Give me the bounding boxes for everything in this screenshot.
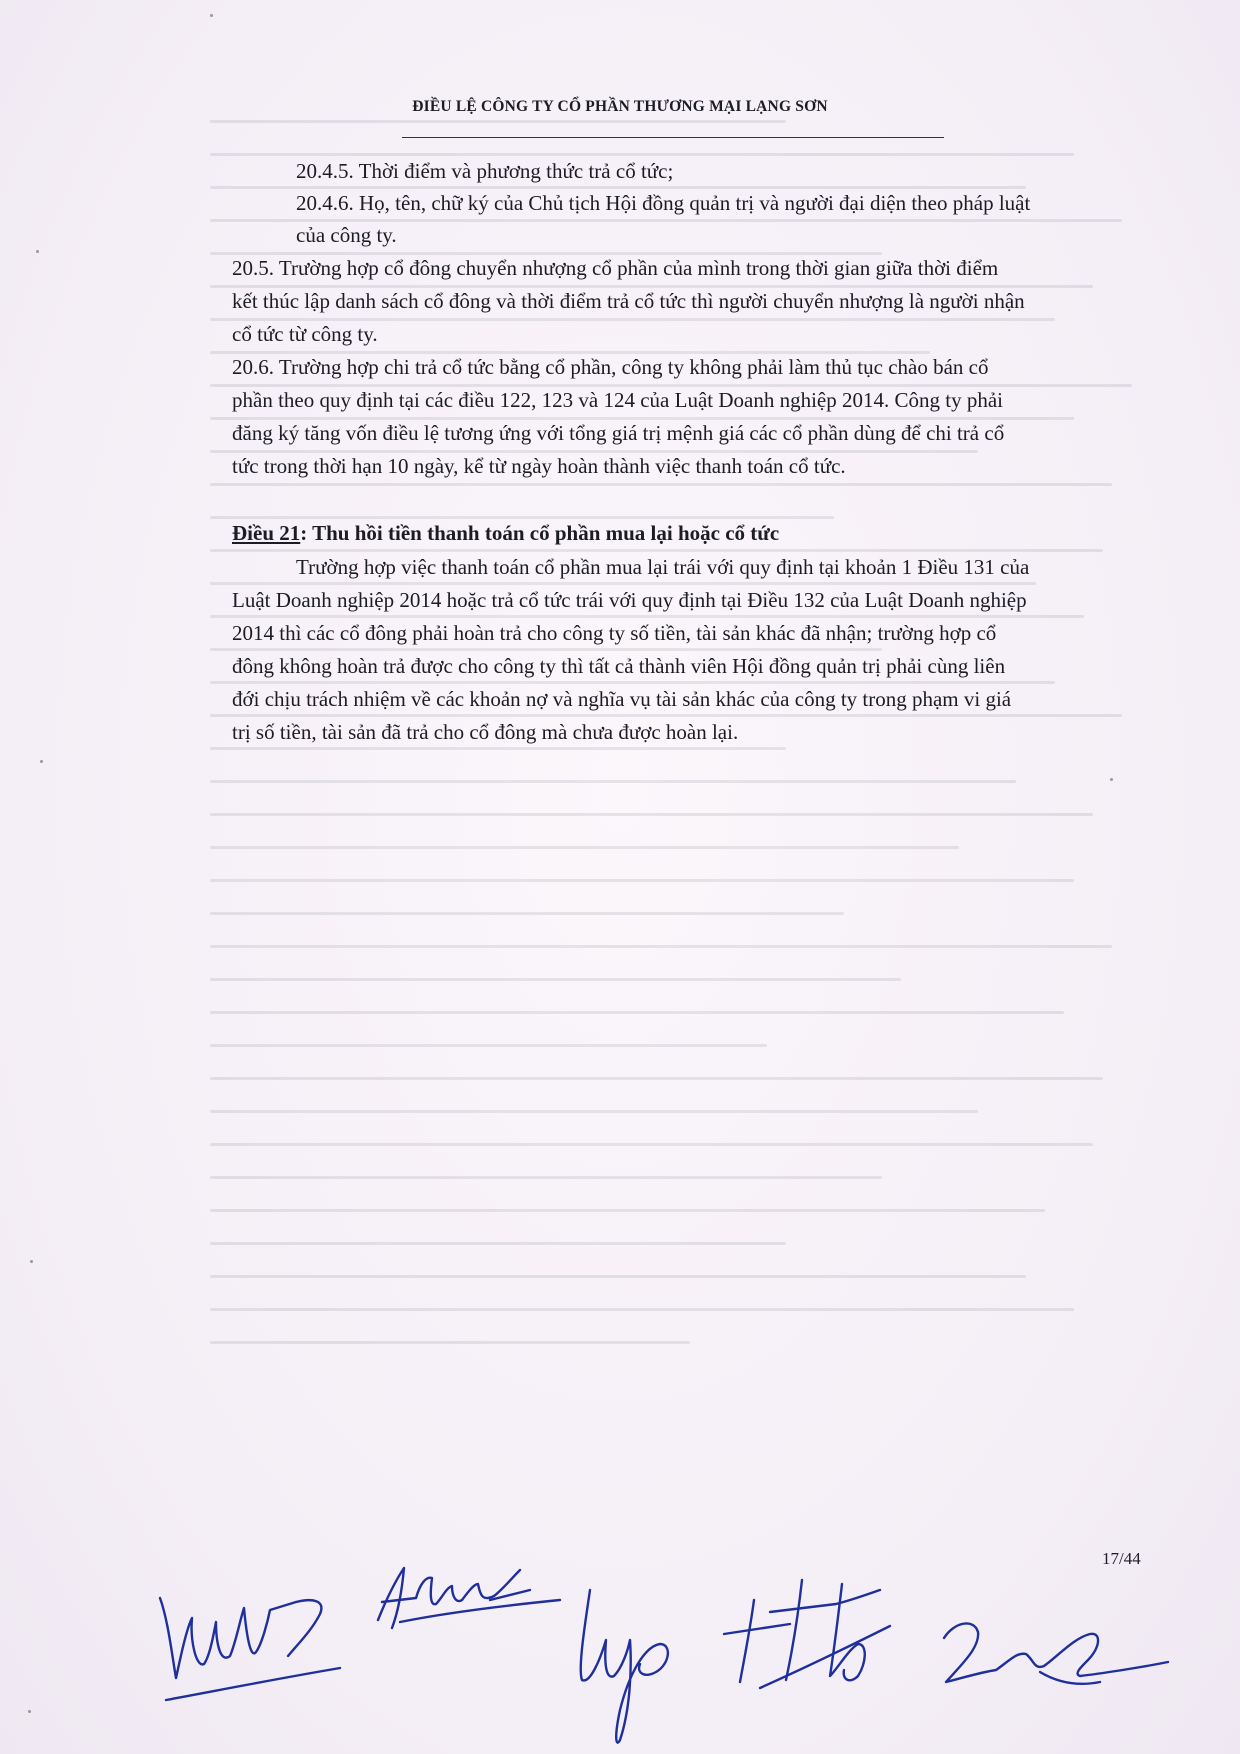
article-21-para-6: trị số tiền, tài sản đã trả cho cổ đông mà chưa được hoàn lại. — [232, 720, 739, 744]
clause-20-4-6: 20.4.6. Họ, tên, chữ ký của Chủ tịch Hội đồng quản trị và người đại diện theo pháp luật — [296, 191, 1031, 215]
article-21-para-5: đới chịu trách nhiệm về các khoản nợ và nghĩa vụ tài sản khác của công ty trong phạm vi giá — [232, 687, 1012, 711]
document-header: ĐIỀU LỆ CÔNG TY CỔ PHẦN THƯƠNG MẠI LẠNG SƠN — [412, 98, 828, 115]
clause-20-6-cont-1: phần theo quy định tại các điều 122, 123 và 124 của Luật Doanh nghiệp 2014. Công ty phải — [232, 388, 1004, 412]
article-21-para-2: Luật Doanh nghiệp 2014 hoặc trả cổ tức trái với quy định tại Điều 132 của Luật Doanh nghiệp — [232, 588, 1027, 612]
page-number: 17/44 — [1102, 1549, 1141, 1568]
signature-4 — [724, 1580, 890, 1688]
scan-speck — [40, 760, 43, 763]
clause-20-4-6-cont: của công ty. — [296, 223, 397, 247]
scan-speck — [30, 1260, 33, 1263]
clause-20-6-cont-2: đăng ký tăng vốn điều lệ tương ứng với tổng giá trị mệnh giá các cổ phần dùng để chi trả cổ — [232, 421, 1005, 445]
clause-20-5-cont-1: kết thúc lập danh sách cổ đông và thời điểm trả cổ tức thì người chuyển nhượng là người nhận — [232, 289, 1025, 313]
signature-1 — [160, 1598, 340, 1700]
clause-20-5: 20.5. Trường hợp cổ đông chuyển nhượng cổ phần của mình trong thời gian giữa thời điểm — [232, 256, 999, 280]
signature-row — [0, 1560, 1240, 1754]
clause-20-5-cont-2: cổ tức từ công ty. — [232, 322, 378, 346]
scan-speck — [1110, 778, 1113, 781]
clause-20-6-cont-3: tức trong thời hạn 10 ngày, kể từ ngày hoàn thành việc thanh toán cổ tức. — [232, 454, 846, 478]
article-21-para-4: đông không hoàn trả được cho công ty thì tất cả thành viên Hội đồng quản trị phải cùng liên — [232, 654, 1006, 678]
signature-3 — [581, 1590, 668, 1743]
header-divider — [402, 137, 944, 138]
article-21-title: : Thu hồi tiền thanh toán cổ phần mua lại hoặc cổ tức — [300, 521, 780, 545]
signature-5 — [944, 1623, 1168, 1683]
clause-20-6: 20.6. Trường hợp chi trả cổ tức bằng cổ phần, công ty không phải làm thủ tục chào bán cổ — [232, 355, 989, 379]
article-21-para-1: Trường hợp việc thanh toán cổ phần mua lại trái với quy định tại khoản 1 Điều 131 của — [296, 555, 1030, 579]
clause-20-4-5: 20.4.5. Thời điểm và phương thức trả cổ tức; — [296, 159, 674, 183]
signature-2 — [378, 1568, 560, 1628]
article-21-heading — [232, 517, 779, 550]
article-21-label: Điều 21 — [232, 521, 301, 545]
article-21-para-3: 2014 thì các cổ đông phải hoàn trả cho công ty số tiền, tài sản khác đã nhận; trường hợp cổ — [232, 621, 997, 645]
scan-speck — [36, 250, 39, 253]
scan-speck — [210, 14, 213, 17]
